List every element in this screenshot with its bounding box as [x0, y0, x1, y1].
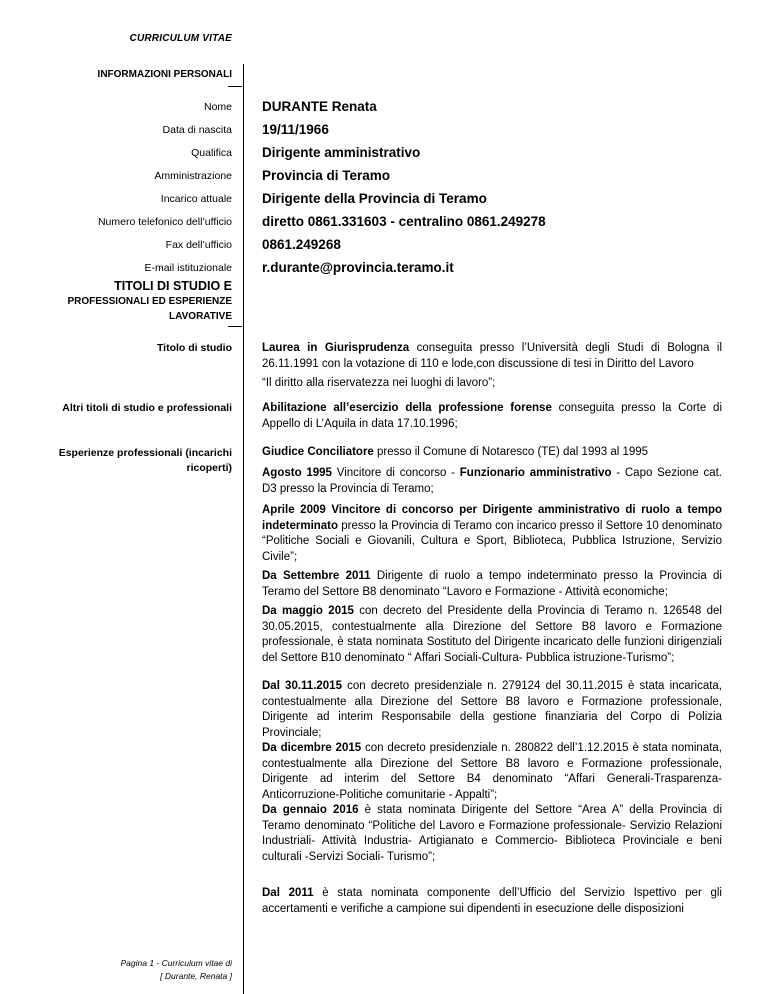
exp-text: presso la Provincia di Teramo con incarico presso il Settore 10 denominato “Politiche Sociali e Giovanili, Cultura e Sport, Biblioteca, Pubblica Istruzione, Servizio Civile”;	[262, 519, 723, 563]
exp-item	[262, 503, 722, 565]
exp-bold: Dal 2011	[262, 887, 314, 899]
exp-bold: Giudice Conciliatore	[262, 446, 374, 458]
exp-text: è stata nominata componente dell’Ufficio del Servizio Ispettivo per gli accertamenti e verifiche a campione sui dipendenti in esecuzione delle disposizioni	[262, 887, 722, 915]
exp-text: - Capo Sezione cat. D3 presso la Provincia di Teramo;	[262, 467, 722, 495]
altri-titoli-label: Altri titoli di studio e professionali	[62, 402, 232, 414]
exp-bold: Agosto 1995	[262, 467, 332, 479]
personal-section-title: INFORMAZIONI PERSONALI	[97, 69, 232, 80]
pi-value-telefono: diretto 0861.331603 - centralino 0861.249278	[262, 214, 546, 229]
pi-value-amministrazione: Provincia di Teramo	[262, 168, 391, 183]
exp-item	[262, 569, 722, 600]
exp-bold: Da Settembre 2011	[262, 570, 371, 582]
exp-text: è stata nominata Dirigente del Settore “Area A” della Provincia di Teramo denominato “Politiche del Lavoro e Formazione professionale- Servizio Relazioni Industriali- Attività Industria- Artigianato e Commercio- Biblioteca Provinciale e beni culturali -Servizi Sociali- Turismo”;	[262, 804, 722, 863]
page-footer	[121, 957, 233, 983]
studies-section-title	[68, 279, 232, 324]
exp-text: con decreto presidenziale n. 279124 del 30.11.2015 è stata incaricata, contestualmente alla Direzione del Settore B8 lavoro e Formazione professionale, Dirigente ad interim Responsabile della gestione finanziaria del Corpo di Polizia Provinciale;	[262, 680, 722, 739]
section-rule	[228, 86, 242, 87]
titolo-bold: Laurea in Giurisprudenza	[262, 342, 410, 354]
exp-text: Dirigente di ruolo a tempo indeterminato presso la Provincia di Teramo del Settore B8 denominato “Lavoro e Formazione - Attività economiche;	[262, 570, 722, 598]
footer-line2: [ Durante, Renata ]	[160, 971, 232, 981]
column-divider	[243, 64, 244, 994]
exp-item	[262, 604, 722, 666]
exp-item	[262, 679, 722, 741]
exp-text: presso il Comune di Notaresco (TE) dal 1993 al 1995	[373, 446, 649, 458]
pi-label-nome: Nome	[203, 101, 232, 113]
pi-value-email: r.durante@provincia.teramo.it	[262, 260, 454, 275]
pi-value-fax: 0861.249268	[262, 237, 341, 252]
exp-item	[262, 803, 722, 865]
exp-item	[262, 466, 722, 497]
exp-bold: Aprile 2009 Vincitore di concorso per Dirigente amministrativo di ruolo a tempo indeterminato	[262, 504, 722, 532]
exp-bold: Da gennaio 2016	[262, 804, 359, 816]
exp-bold: Dal 30.11.2015	[262, 680, 342, 692]
esperienze-label-line1: Esperienze professionali (incarichi	[58, 447, 232, 459]
studies-title-line2: PROFESSIONALI ED ESPERIENZE	[67, 296, 232, 307]
pi-label-incarico: Incarico attuale	[160, 193, 232, 205]
pi-value-nome: DURANTE Renata	[262, 99, 377, 114]
exp-text: con decreto presidenziale n. 280822 dell’1.12.2015 è stata nominata, contestualmente alla Direzione del Settore B8 lavoro e Formazione professionale, Dirigente ad interim del Settore B4 denominato “Affari Generali-Trasparenza- Anticorruzione-Politiche comunitarie - Appalti”;	[262, 742, 722, 801]
pi-label-telefono: Numero telefonico dell’ufficio	[97, 216, 232, 228]
exp-item	[262, 886, 722, 917]
titolo-studio-label: Titolo di studio	[156, 342, 232, 354]
pi-value-qualifica: Dirigente amministrativo	[262, 145, 421, 160]
pi-value-nascita: 19/11/1966	[262, 122, 329, 137]
pi-label-amministrazione: Amministrazione	[154, 170, 232, 182]
pi-label-qualifica: Qualifica	[191, 147, 232, 159]
titolo-studio-text	[262, 341, 722, 392]
pi-value-incarico: Dirigente della Provincia di Teramo	[262, 191, 487, 206]
exp-item	[262, 741, 722, 803]
altri-titoli-text	[262, 401, 722, 432]
exp-bold: Da maggio 2015	[262, 605, 354, 617]
section-rule	[228, 326, 242, 327]
esperienze-label-line2: ricoperti)	[186, 462, 232, 474]
exp-bold: Da dicembre 2015	[262, 742, 362, 754]
footer-line1: Pagina 1 - Curriculum vitae di	[120, 958, 232, 968]
titolo-thesis: “Il diritto alla riservatezza nei luoghi di lavoro”;	[262, 377, 496, 390]
exp-bold: Funzionario amministrativo	[459, 467, 612, 479]
studies-title-line1: TITOLI DI STUDIO E	[114, 279, 232, 293]
pi-label-email: E-mail istituzionale	[144, 262, 232, 274]
exp-text: Vincitore di concorso -	[331, 467, 460, 479]
altri-rest: conseguita presso la Corte di Appello di L’Aquila in data 17.10.1996;	[262, 402, 723, 430]
exp-item	[262, 445, 722, 461]
studies-title-line3: LAVORATIVE	[169, 311, 232, 322]
exp-text: con decreto del Presidente della Provincia di Teramo n. 126548 del 30.05.2015, contestualmente alla Direzione del Settore B8 lavoro e Formazione professionale, è stata nominata Sostituto del Dirigente incaricato delle funzioni dirigenziali del Settore B10 denominato “ Affari Sociali-Cultura- Pubblica istruzione-Turismo”;	[262, 605, 722, 664]
titolo-rest: conseguita presso l’Università degli Studi di Bologna il 26.11.1991 con la votazione di 110 e lode,con discussione di tesi in Diritto del Lavoro	[262, 342, 723, 370]
altri-bold: Abilitazione all’esercizio della professione forense	[262, 402, 552, 414]
esperienze-label	[59, 446, 232, 476]
pi-label-fax: Fax dell’ufficio	[165, 239, 232, 251]
pi-label-nascita: Data di nascita	[162, 124, 232, 136]
document-header-title: CURRICULUM VITAE	[129, 33, 232, 44]
